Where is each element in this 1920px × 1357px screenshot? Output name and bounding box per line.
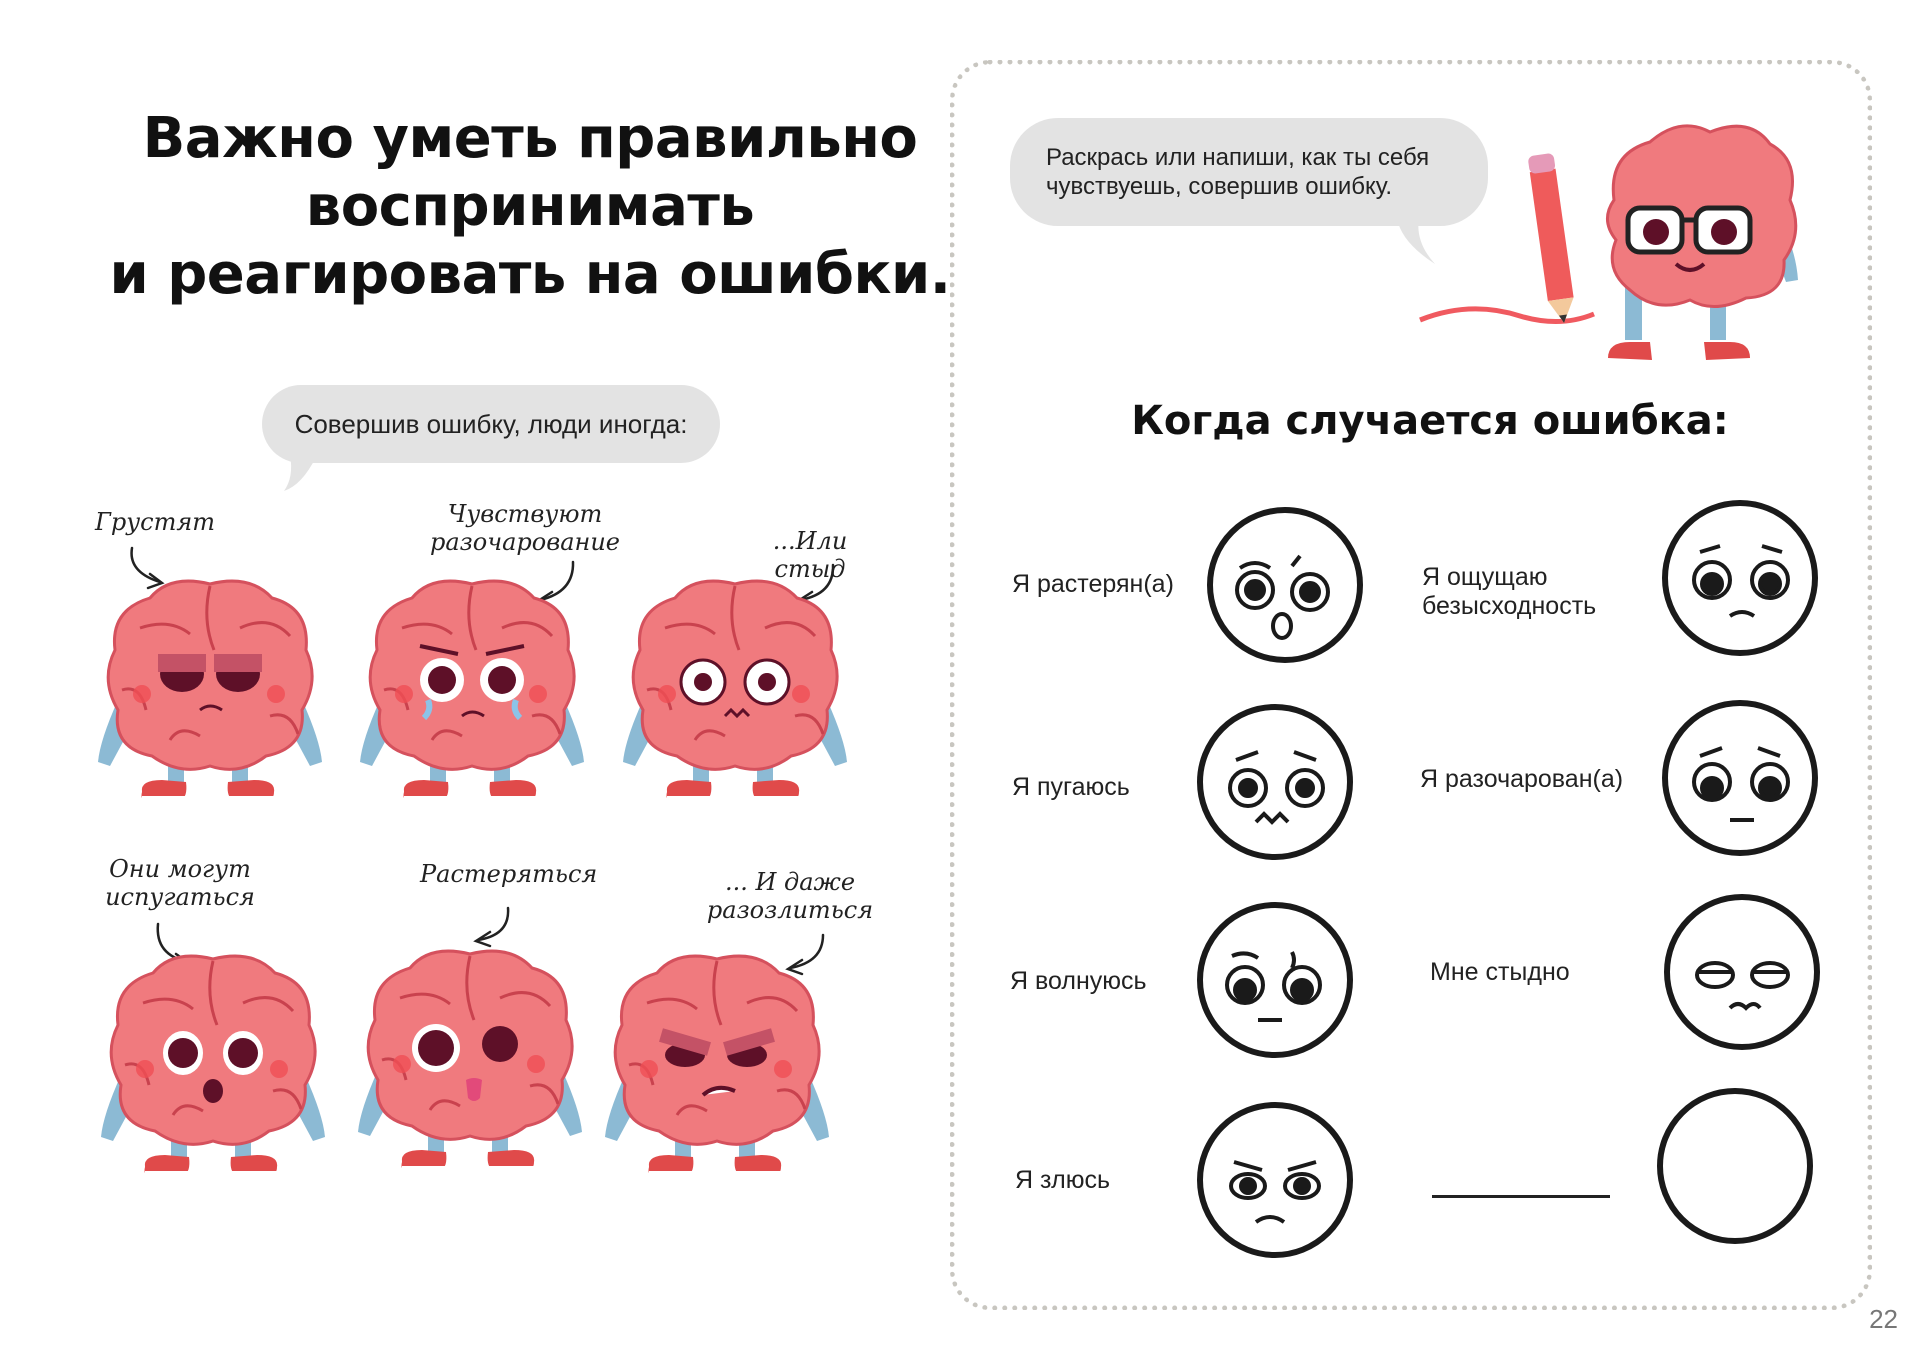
face-hopeless-icon: [1665, 503, 1815, 653]
face-ashamed-icon: [1667, 897, 1817, 1047]
title-line-2: воспринимать: [305, 174, 755, 239]
caption-scared: Они могут испугаться: [105, 855, 255, 911]
title-line-1: Важно уметь правильно: [142, 106, 918, 171]
face-disappointed-icon: [1665, 703, 1815, 853]
feeling-label-scared: Я пугаюсь: [1012, 773, 1130, 801]
feeling-label-hopeless: Я ощущаю безысходность: [1422, 563, 1597, 620]
caption-sad: Грустят: [95, 508, 216, 536]
page-number: 22: [1869, 1304, 1898, 1334]
face-angry-icon: [1200, 1105, 1350, 1255]
face-scared-icon: [1200, 707, 1350, 857]
caption-confused: Растеряться: [420, 860, 598, 888]
intro-text: Совершив ошибку, люди иногда:: [294, 409, 688, 439]
feeling-label-disappointed: Я разочарован(а): [1420, 765, 1624, 793]
feeling-label-confused: Я растерян(а): [1012, 570, 1174, 598]
feeling-label-ashamed: Мне стыдно: [1430, 958, 1570, 986]
title-line-3: и реагировать на ошибки.: [109, 242, 951, 307]
face-blank-icon[interactable]: [1660, 1091, 1810, 1241]
caption-shame: ...Или стыд: [772, 527, 848, 583]
caption-angry: ... И даже разозлиться: [706, 868, 874, 924]
instruction-line-1: Раскрась или напиши, как ты себя: [1046, 144, 1430, 171]
feeling-label-angry: Я злюсь: [1015, 1166, 1111, 1194]
instruction-line-2: чувствуешь, совершив ошибку.: [1046, 173, 1393, 200]
section-subtitle: Когда случается ошибка:: [1131, 398, 1729, 444]
face-worried-icon: [1200, 905, 1350, 1055]
caption-disappointed: Чувствуют разочарование: [429, 500, 620, 556]
feeling-label-worried: Я волнуюсь: [1010, 967, 1147, 995]
